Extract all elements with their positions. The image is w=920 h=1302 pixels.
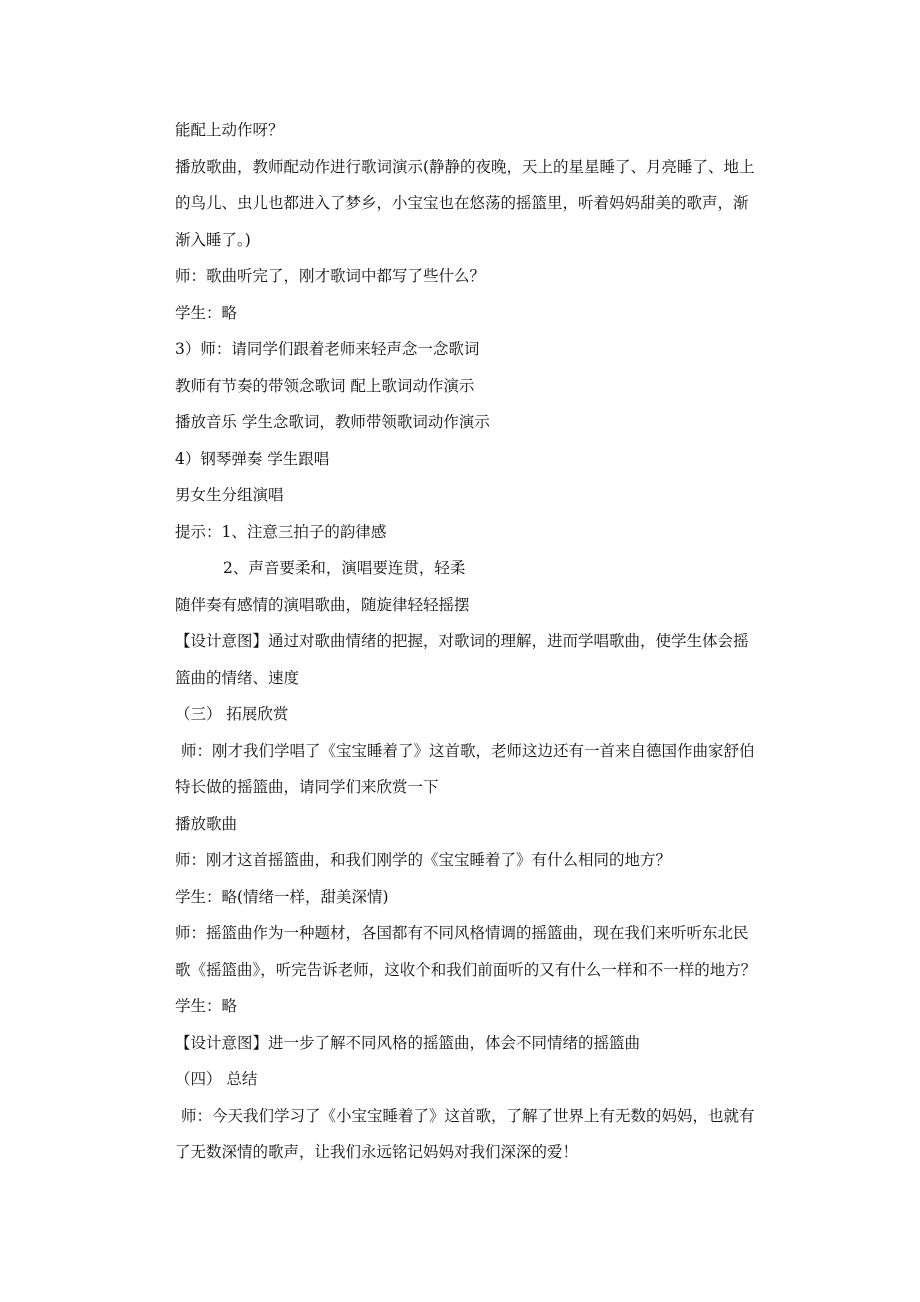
text-line: 能配上动作呀？ (175, 121, 284, 139)
text-line: 了无数深情的歌声，让我们永远铭记妈妈对我们深深的爱！ (175, 1143, 579, 1161)
text-line: 渐入睡了。) (175, 230, 251, 249)
text-line: 播放歌曲，教师配动作进行歌词演示(静静的夜晚，天上的星星睡了、月亮睡了、地上 (175, 157, 755, 176)
text-line: 播放音乐 学生念歌词，教师带领歌词动作演示 (175, 413, 490, 431)
text-line: 播放歌曲 (175, 814, 238, 833)
document-body (175, 112, 800, 1171)
text-line: 师：歌曲听完了，刚才歌词中都写了些什么？ (175, 267, 486, 285)
text-line: 4）钢琴弹奏 学生跟唱 (175, 449, 330, 468)
text-line: 歌《摇篮曲》，听完告诉老师，这收个和我们前面听的又有什么一样和不一样的地方？ (175, 960, 757, 979)
text-line: 的鸟儿、虫儿也都进入了梦乡，小宝宝也在悠荡的摇篮里，听着妈妈甜美的歌声，渐 (175, 194, 749, 212)
text-line: 教师有节奏的带领念歌词 配上歌词动作演示 (175, 376, 475, 395)
text-line: 2、声音要柔和，演唱要连贯，轻柔 (223, 559, 466, 577)
text-line: 3）师：请同学们跟着老师来轻声念一念歌词 (175, 340, 480, 358)
section-heading: （三） 拓展欣赏 (175, 705, 289, 723)
text-line: 师：刚才这首摇篮曲，和我们刚学的《宝宝睡着了》有什么相同的地方？ (175, 851, 672, 869)
text-line: 师：摇篮曲作为一种题材，各国都有不同风格情调的摇篮曲，现在我们来听听东北民 (175, 924, 749, 942)
text-line: 特长做的摇篮曲，请同学们来欣赏一下 (175, 778, 439, 796)
text-line: 师：今天我们学习了《小宝宝睡着了》这首歌，了解了世界上有无数的妈妈，也就有 (181, 1106, 755, 1125)
text-line: 学生：略(情绪一样，甜美深情) (175, 887, 389, 906)
text-line: 篮曲的情绪、速度 (175, 668, 300, 687)
text-line: 学生：略 (175, 303, 238, 322)
design-intent-line: 【设计意图】通过对歌曲情绪的把握，对歌词的理解，进而学唱歌曲，使学生体会摇 (175, 632, 749, 650)
text-line: 男女生分组演唱 (175, 486, 284, 504)
text-line: 提示：1、注意三拍子的韵律感 (175, 522, 387, 541)
design-intent-line: 【设计意图】进一步了解不同风格的摇篮曲，体会不同情绪的摇篮曲 (175, 1033, 641, 1052)
text-line: 学生：略 (175, 997, 238, 1015)
text-line: 师：刚才我们学唱了《宝宝睡着了》这首歌，老师这边还有一首来自德国作曲家舒伯 (181, 741, 755, 760)
text-line: 随伴奏有感情的演唱歌曲，随旋律轻轻摇摆 (175, 595, 470, 614)
section-heading: （四） 总结 (175, 1070, 258, 1088)
